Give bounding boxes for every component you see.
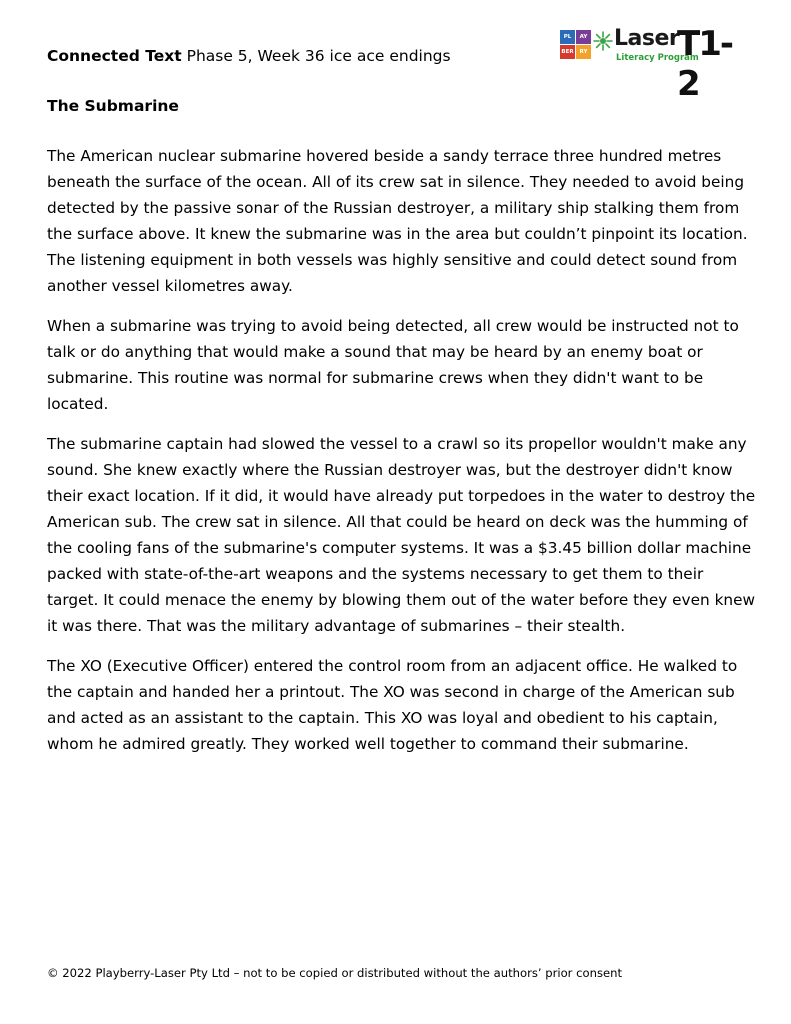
logo-block-pl: PL	[560, 30, 575, 44]
paragraph: The American nuclear submarine hovered beside a sandy terrace three hundred metres beneath the surface of the ocean. All of its crew sat in silence. They needed to avoid being detected by the passive sonar of the Russian destroyer, a military ship stalking them from the surface above. It knew the submarine was in the area but couldn’t pinpoint its location. The listening equipment in both vessels was highly sensitive and could detect sound from another vessel kilometres away.	[47, 147, 748, 295]
logo-block-ry: RY	[576, 45, 591, 59]
story-body	[47, 143, 757, 771]
logo-block-ay: AY	[576, 30, 591, 44]
page-header	[47, 47, 451, 65]
lesson-subtitle: Phase 5, Week 36 ice ace endings	[186, 47, 451, 65]
playberry-laser-logo	[560, 24, 740, 104]
logo-brand-text: Laser	[614, 26, 680, 51]
series-label: Connected Text	[47, 47, 182, 65]
logo-level: T1-2	[677, 24, 732, 104]
copyright-footer: © 2022 Playberry-Laser Pty Ltd – not to be copied or distributed without the authors’ prior consent	[47, 966, 623, 980]
sunburst-icon	[593, 31, 613, 51]
paragraph: The submarine captain had slowed the vessel to a crawl so its propellor wouldn't make any sound. She knew exactly where the Russian destroyer was, but the destroyer didn't know their exact location. If it did, it would have already put torpedoes in the water to destroy the American sub. The crew sat in silence. All that could be heard on deck was the humming of the cooling fans of the submarine's computer systems. It was a $3.45 billion dollar machine packed with state-of-the-art weapons and the systems necessary to get them to their target. It could menace the enemy by blowing them out of the water before they even knew it was there. That was the military advantage of submarines – their stealth.	[47, 435, 756, 635]
logo-tagline: Literacy Program	[616, 53, 699, 63]
paragraph: The XO (Executive Officer) entered the control room from an adjacent office. He walked to the captain and handed her a printout. The XO was second in charge of the American sub and acted as an assistant to the captain. This XO was loyal and obedient to his captain, whom he admired greatly. They worked well together to command their submarine.	[47, 657, 738, 753]
story-title: The Submarine	[47, 97, 179, 115]
paragraph: When a submarine was trying to avoid being detected, all crew would be instructed not to talk or do anything that would make a sound that may be heard by an enemy boat or submarine. This routine was normal for submarine crews when they didn't want to be located.	[47, 317, 739, 413]
playberry-blocks	[560, 30, 592, 60]
logo-block-ber: BER	[560, 45, 575, 59]
